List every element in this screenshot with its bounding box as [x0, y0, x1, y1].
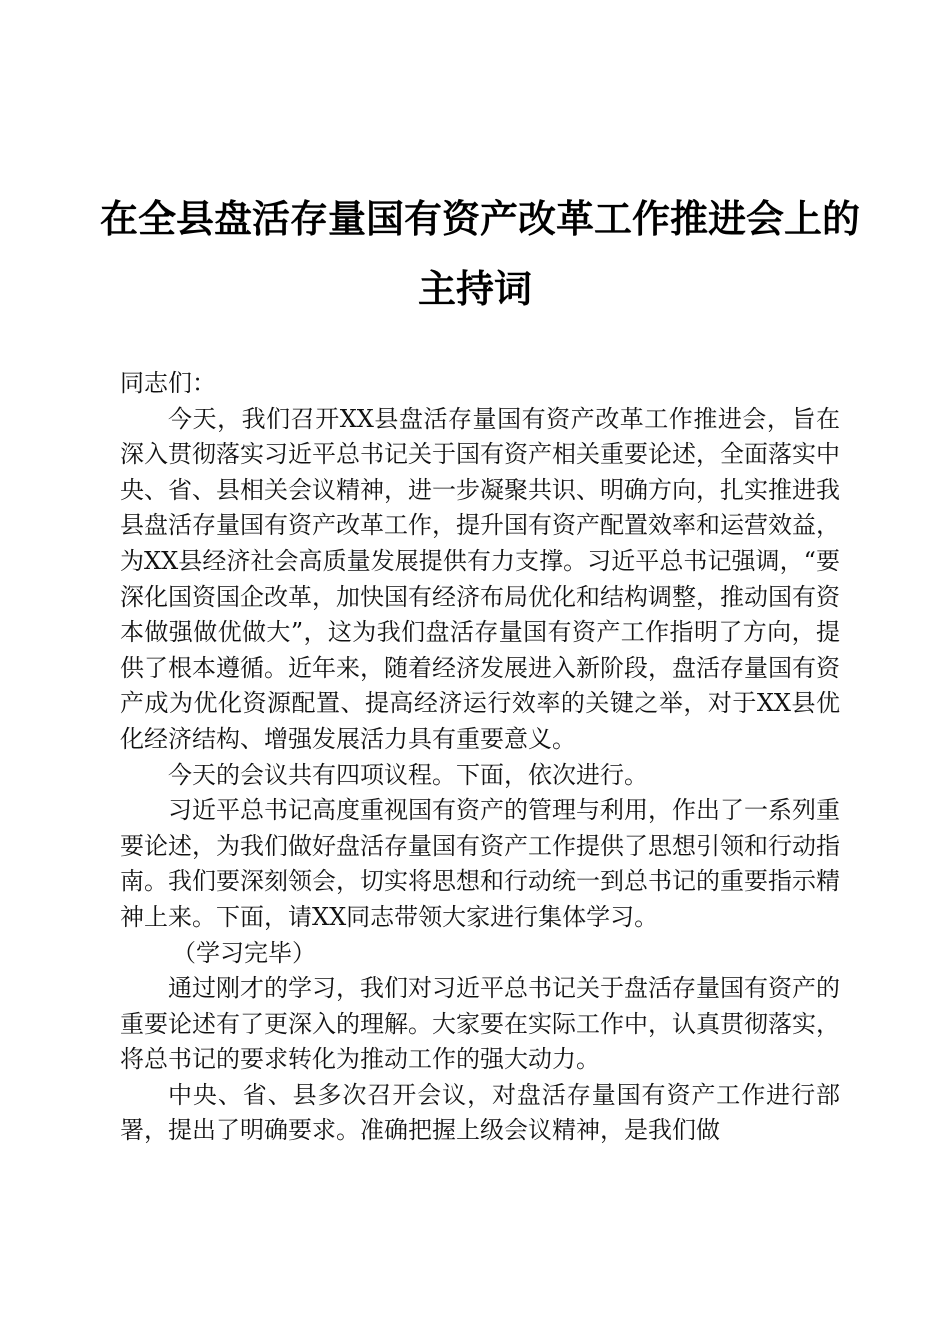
- document-title-line-1: 在全县盘活存量国有资产改革工作推进会上的: [100, 196, 861, 241]
- paragraph-study-intro: 习近平总书记高度重视国有资产的管理与利用，作出了一系列重要论述，为我们做好盘活存量国有资产工作提供了思想引领和行动指南。我们要深刻领会，切实将思想和行动统一到总书记的重要指示精神上来。下面，请XX同志带领大家进行集体学习。: [120, 796, 840, 931]
- paragraph-meeting-spirit: 中央、省、县多次召开会议，对盘活存量国有资产工作进行部署，提出了明确要求。准确把握上级会议精神，是我们做: [120, 1080, 840, 1145]
- paragraph-study-summary: 通过刚才的学习，我们对习近平总书记关于盘活存量国有资产的重要论述有了更深入的理解。大家要在实际工作中，认真贯彻落实，将总书记的要求转化为推动工作的强大动力。: [120, 974, 840, 1074]
- document-body: [120, 366, 840, 1149]
- paragraph-agenda: 今天的会议共有四项议程。下面，依次进行。: [168, 760, 648, 789]
- paragraph-opening: 今天，我们召开XX县盘活存量国有资产改革工作推进会，旨在深入贯彻落实习近平总书记关于国有资产相关重要论述，全面落实中央、省、县相关会议精神，进一步凝聚共识、明确方向，扎实推进我县盘活存量国有资产改革工作，提升国有资产配置效率和运营效益，为XX县经济社会高质量发展提供有力支撑。习近平总书记强调，“要深化国资国企改革，加快国有经济布局优化和结构调整，推动国有资本做强做优做大”，这为我们盘活存量国有资产工作指明了方向，提供了根本遵循。近年来，随着经济发展进入新阶段，盘活存量国有资产成为优化资源配置、提高经济运行效率的关键之举，对于XX县优化经济结构、增强发展活力具有重要意义。: [120, 404, 840, 753]
- paragraph-study-done: （学习完毕）: [172, 938, 316, 967]
- salutation: 同志们：: [120, 369, 216, 397]
- document-title-line-2: 主持词: [417, 266, 532, 311]
